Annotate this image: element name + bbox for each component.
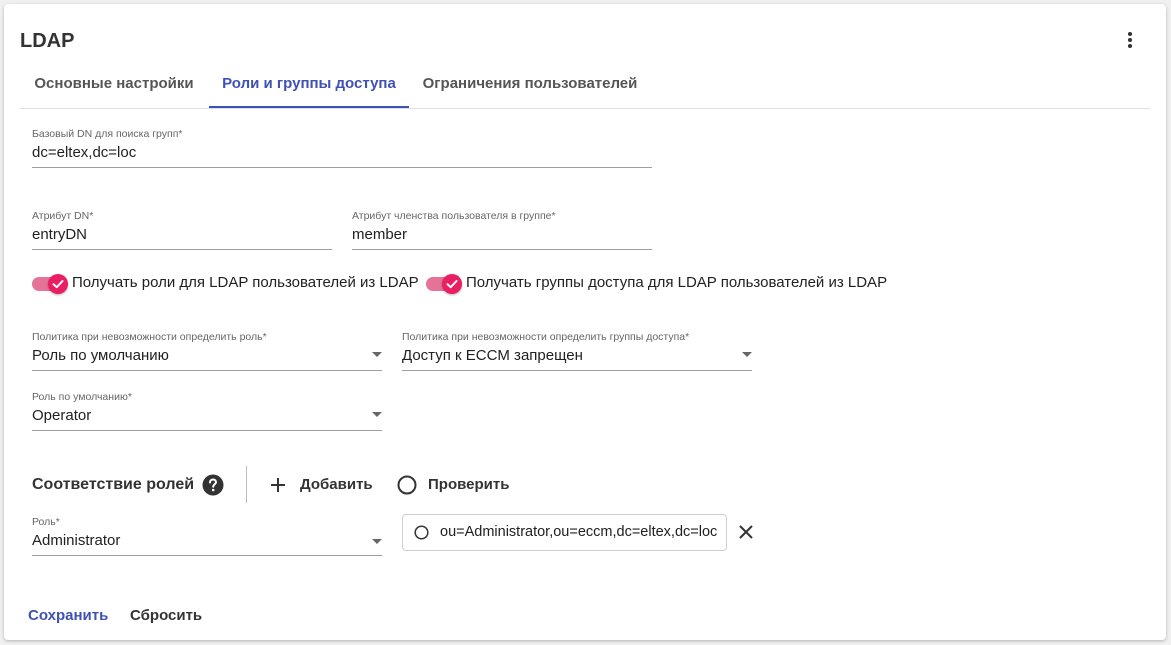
group-dn-value: ou=Administrator,ou=eccm,dc=eltex,dc=loc xyxy=(440,524,718,540)
get-groups-toggle-thumb[interactable] xyxy=(442,274,462,294)
get-groups-toggle[interactable] xyxy=(426,271,886,295)
divider xyxy=(246,466,247,503)
page-title: LDAP xyxy=(20,30,75,52)
default-role-select[interactable] xyxy=(32,391,382,431)
add-mapping-label: Добавить xyxy=(300,476,373,493)
check-icon xyxy=(442,274,462,294)
radio-circle-icon xyxy=(414,525,429,540)
save-button[interactable]: Сохранить xyxy=(28,607,109,624)
dn-attribute-value[interactable]: entryDN xyxy=(32,226,88,243)
plus-icon xyxy=(270,477,286,493)
default-role-underline xyxy=(32,430,382,431)
group-policy-value[interactable]: Доступ к ECCM запрещен xyxy=(402,347,583,364)
help-icon[interactable] xyxy=(202,474,224,496)
check-mapping-label: Проверить xyxy=(428,476,510,493)
default-role-value[interactable]: Operator xyxy=(32,407,92,424)
mapping-role-value[interactable]: Administrator xyxy=(32,532,121,549)
role-policy-label: Политика при невозможности определить роль* xyxy=(32,331,267,343)
membership-attribute-value[interactable]: member xyxy=(352,226,408,243)
role-policy-value[interactable]: Роль по умолчанию xyxy=(32,347,169,364)
get-roles-toggle-label: Получать роли для LDAP пользователей из LDAP xyxy=(72,274,419,291)
tab-basic-settings[interactable]: Основные настройки xyxy=(34,75,194,92)
ldap-settings-card xyxy=(4,4,1166,640)
membership-attribute-underline xyxy=(352,249,652,250)
default-role-label: Роль по умолчанию* xyxy=(32,391,132,403)
mapping-role-label: Роль* xyxy=(32,516,60,528)
get-roles-toggle[interactable] xyxy=(32,271,419,295)
tab-bar xyxy=(20,64,1150,109)
group-policy-label: Политика при невозможности определить группы доступа* xyxy=(402,331,690,343)
group-policy-underline xyxy=(402,370,752,371)
reset-button[interactable]: Сбросить xyxy=(130,607,203,624)
group-base-dn-field[interactable] xyxy=(32,128,652,168)
close-icon[interactable] xyxy=(738,524,754,540)
add-mapping-button[interactable] xyxy=(270,474,373,496)
group-policy-select[interactable] xyxy=(402,331,752,371)
tab-roles-groups[interactable]: Роли и группы доступа xyxy=(209,64,409,108)
get-groups-toggle-label: Получать группы доступа для LDAP пользователей из LDAP xyxy=(466,274,888,291)
role-policy-underline xyxy=(32,370,382,371)
dn-attribute-underline xyxy=(32,249,332,250)
dn-attribute-field[interactable] xyxy=(32,210,332,250)
check-mapping-button[interactable] xyxy=(397,474,510,496)
role-mapping-title: Соответствие ролей xyxy=(32,476,195,493)
dn-attribute-label: Атрибут DN* xyxy=(32,210,94,222)
mapping-role-underline xyxy=(32,555,382,556)
radio-circle-icon xyxy=(397,475,417,495)
group-base-dn-underline xyxy=(32,167,652,168)
membership-attribute-label: Атрибут членства пользователя в группе* xyxy=(352,210,556,222)
tab-user-restrictions[interactable]: Ограничения пользователей xyxy=(422,75,638,92)
more-vert-icon[interactable] xyxy=(1118,28,1142,52)
group-dn-chip[interactable] xyxy=(402,514,727,551)
dropdown-arrow-icon[interactable] xyxy=(742,352,752,357)
dropdown-arrow-icon[interactable] xyxy=(372,352,382,357)
get-roles-toggle-thumb[interactable] xyxy=(48,274,68,294)
check-icon xyxy=(48,274,68,294)
dropdown-arrow-icon[interactable] xyxy=(372,539,382,544)
group-base-dn-label: Базовый DN для поиска групп* xyxy=(32,128,183,140)
mapping-role-select[interactable] xyxy=(32,516,382,556)
role-policy-select[interactable] xyxy=(32,331,382,371)
group-base-dn-value[interactable]: dc=eltex,dc=loc xyxy=(32,144,137,161)
dropdown-arrow-icon[interactable] xyxy=(372,412,382,417)
membership-attribute-field[interactable] xyxy=(352,210,652,250)
